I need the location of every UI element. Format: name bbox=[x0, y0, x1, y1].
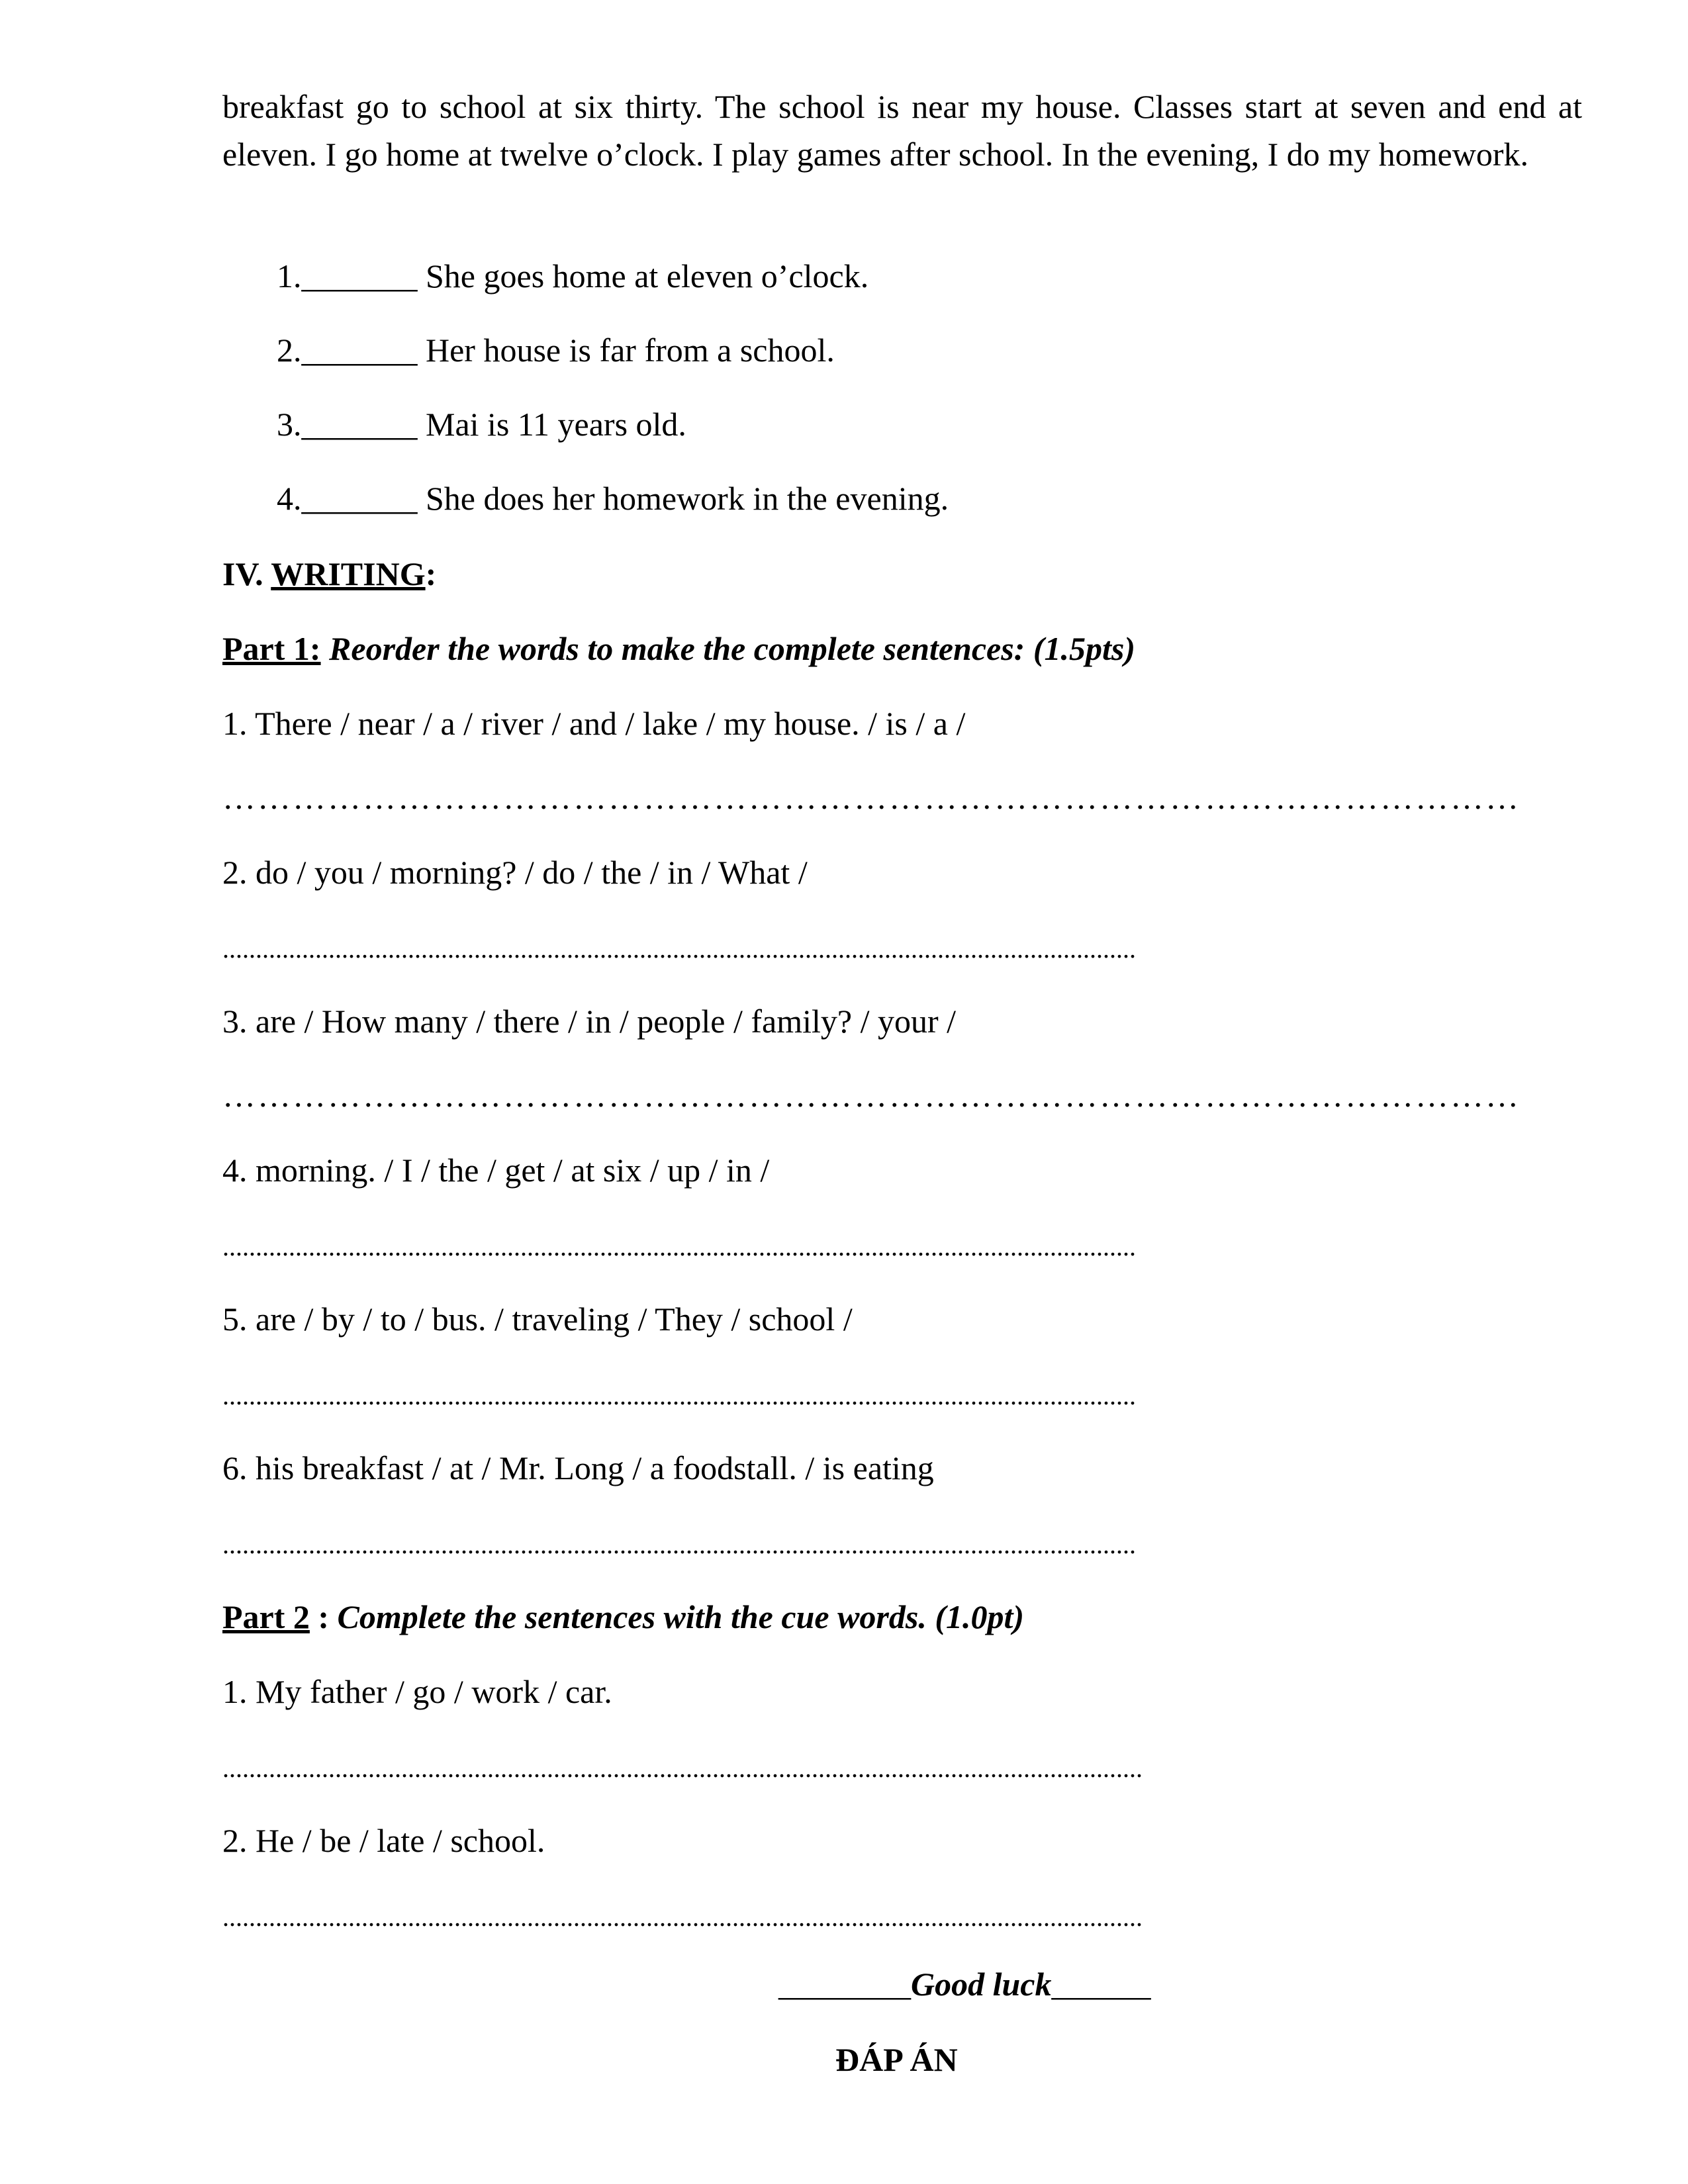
answer-blank[interactable]: _______ bbox=[301, 480, 418, 517]
reorder-question: 2. do / you / morning? / do / the / in / What / bbox=[222, 854, 808, 891]
item-number: 4. bbox=[277, 480, 302, 517]
cue-question: 2. He / be / late / school. bbox=[222, 1822, 545, 1859]
heading-colon: : bbox=[425, 555, 437, 592]
reading-passage: breakfast go to school at six thirty. The school is near my house. Classes start at seven and end at eleven. I go home at twelve o’clock. I play games after school. In the evening, I do my homework. bbox=[222, 88, 1582, 173]
answer-line[interactable]: ........................................................................................................................................... bbox=[222, 1902, 1143, 1932]
section-heading-writing bbox=[222, 553, 436, 596]
heading-number: IV. bbox=[222, 555, 271, 592]
item-statement: Mai is 11 years old. bbox=[426, 406, 686, 443]
answer-line[interactable]: .......................................................................................................................................... bbox=[222, 934, 1136, 964]
answer-line[interactable]: .......................................................................................................................................... bbox=[222, 1381, 1136, 1410]
answer-key-title: ĐÁP ÁN bbox=[835, 2041, 958, 2078]
reorder-question: 5. are / by / to / bus. / traveling / They / school / bbox=[222, 1300, 853, 1338]
part2-separator: : bbox=[309, 1598, 338, 1635]
answer-line[interactable]: .......................................................................................................................................... bbox=[222, 1232, 1136, 1261]
answer-blank[interactable]: _______ bbox=[301, 257, 418, 295]
reorder-question: 3. are / How many / there / in / people / family? / your / bbox=[222, 1003, 957, 1040]
true-false-item bbox=[277, 477, 949, 520]
item-statement: Her house is far from a school. bbox=[426, 332, 835, 369]
part1-label: Part 1: bbox=[222, 630, 321, 667]
item-number: 1. bbox=[277, 257, 302, 295]
part2-label: Part 2 bbox=[222, 1598, 310, 1635]
answer-line[interactable]: ………………………………………………………………………………………………… bbox=[222, 1077, 1521, 1114]
good-luck-text: Good luck bbox=[911, 1966, 1052, 2003]
cue-question: 1. My father / go / work / car. bbox=[222, 1673, 612, 1710]
reorder-question: 6. his breakfast / at / Mr. Long / a foodstall. / is eating bbox=[222, 1449, 934, 1486]
good-luck-left-rule: ________ bbox=[778, 1966, 911, 2003]
answer-line[interactable]: ………………………………………………………………………………………………… bbox=[222, 779, 1521, 816]
part1-instruction: Reorder the words to make the complete sentences: (1.5pts) bbox=[329, 630, 1135, 667]
item-number: 3. bbox=[277, 406, 302, 443]
answer-blank[interactable]: _______ bbox=[301, 406, 418, 443]
good-luck-right-rule: ______ bbox=[1051, 1966, 1151, 2003]
good-luck-line bbox=[778, 1963, 1151, 2006]
answer-line[interactable]: ........................................................................................................................................... bbox=[222, 1753, 1143, 1783]
reorder-question: 1. There / near / a / river / and / lake / my house. / is / a / bbox=[222, 705, 966, 742]
answer-line[interactable]: .......................................................................................................................................... bbox=[222, 1529, 1136, 1559]
part2-heading bbox=[222, 1596, 1024, 1639]
answer-blank[interactable]: _______ bbox=[301, 332, 418, 369]
reorder-question: 4. morning. / I / the / get / at six / up / in / bbox=[222, 1152, 770, 1189]
true-false-item bbox=[277, 255, 868, 298]
true-false-item bbox=[277, 403, 686, 446]
part2-instruction: Complete the sentences with the cue words. (1.0pt) bbox=[337, 1598, 1025, 1635]
true-false-item bbox=[277, 329, 835, 372]
item-number: 2. bbox=[277, 332, 302, 369]
part1-heading bbox=[222, 627, 1135, 670]
item-statement: She does her homework in the evening. bbox=[426, 480, 949, 517]
item-statement: She goes home at eleven o’clock. bbox=[426, 257, 869, 295]
heading-title: WRITING bbox=[271, 555, 426, 592]
